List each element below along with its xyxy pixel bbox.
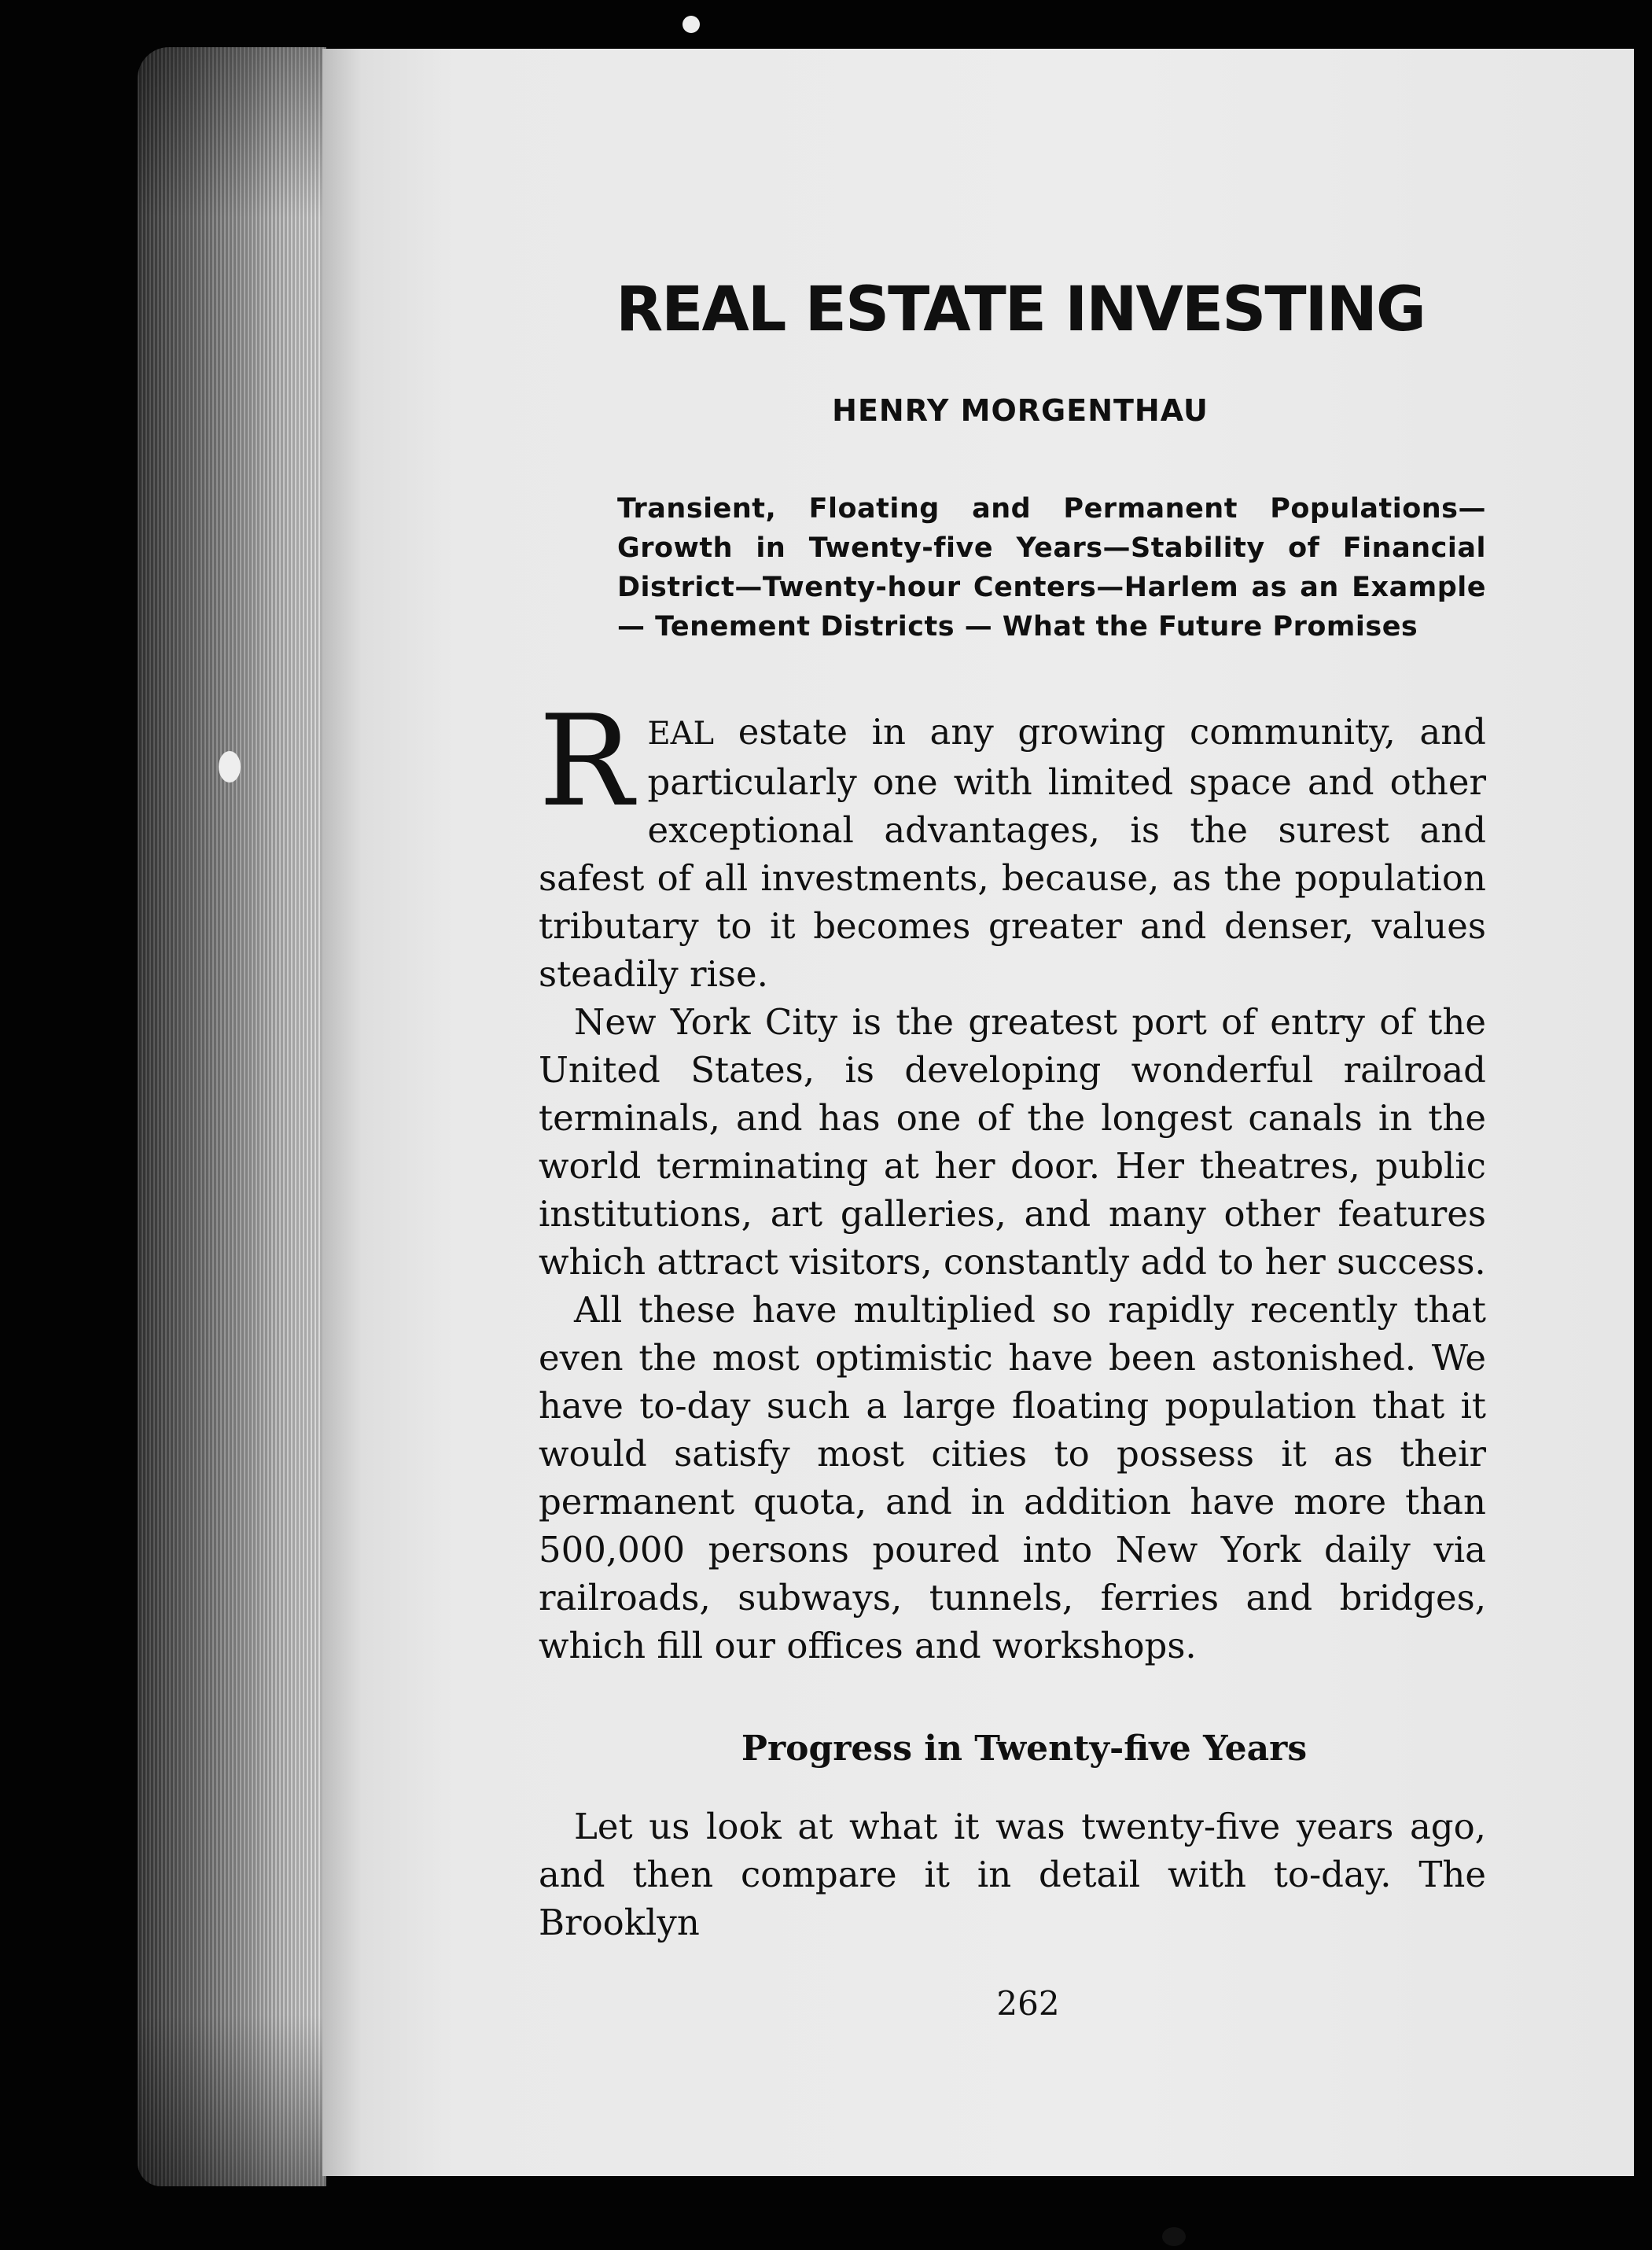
article-synopsis: Transient, Floating and Permanent Populations—Growth in Twenty-five Years—Stability of Financial District—Twenty-hour Centers—Harlem as an Example — Tenement Districts — What the Future Promises — [617, 492, 1486, 643]
drop-cap: R — [539, 687, 634, 834]
book-page — [322, 49, 1634, 2176]
article-title: REAL ESTATE INVESTING — [616, 274, 1425, 345]
first-word-rest: EAL — [647, 715, 715, 752]
scan-speck — [1162, 2227, 1186, 2246]
section-heading: Progress in Twenty-five Years — [741, 1728, 1308, 1769]
page-number: 262 — [996, 1983, 1060, 2023]
book-page-edges — [138, 47, 326, 2186]
paragraph-1-text: estate in any growing community, and particularly one with limited space and other exceptional advantages, is the surest and safest of all investments, because, as the population tributary to it becomes greater and denser, values steadily rise. — [539, 710, 1486, 995]
paragraph-2: New York City is the greatest port of entry of the United States, is developing wonderful railroad terminals, and has one of the longest canals in the world terminating at her door. Her theatres, public institutions, art galleries, and many other features which attract visitors, constantly add to her success. — [539, 1000, 1486, 1283]
scan-speck — [683, 16, 700, 33]
paragraph-1 — [539, 687, 1486, 998]
scan-speck — [219, 751, 241, 783]
section-paragraph-1: Let us look at what it was twenty-five years ago, and then compare it in detail with to-day. The Brooklyn — [539, 1805, 1486, 1943]
article-author: HENRY MORGENTHAU — [832, 392, 1209, 428]
article-body — [539, 687, 1486, 1946]
page-content — [539, 274, 1486, 2023]
paragraph-3: All these have multiplied so rapidly recently that even the most optimistic have been astonished. We have to-day such a large floating population that it would satisfy most cities to possess it as their permanent quota, and in addition have more than 500,000 persons poured into New York daily via railroads, subways, tunnels, ferries and bridges, which fill our offices and workshops. — [539, 1288, 1486, 1666]
